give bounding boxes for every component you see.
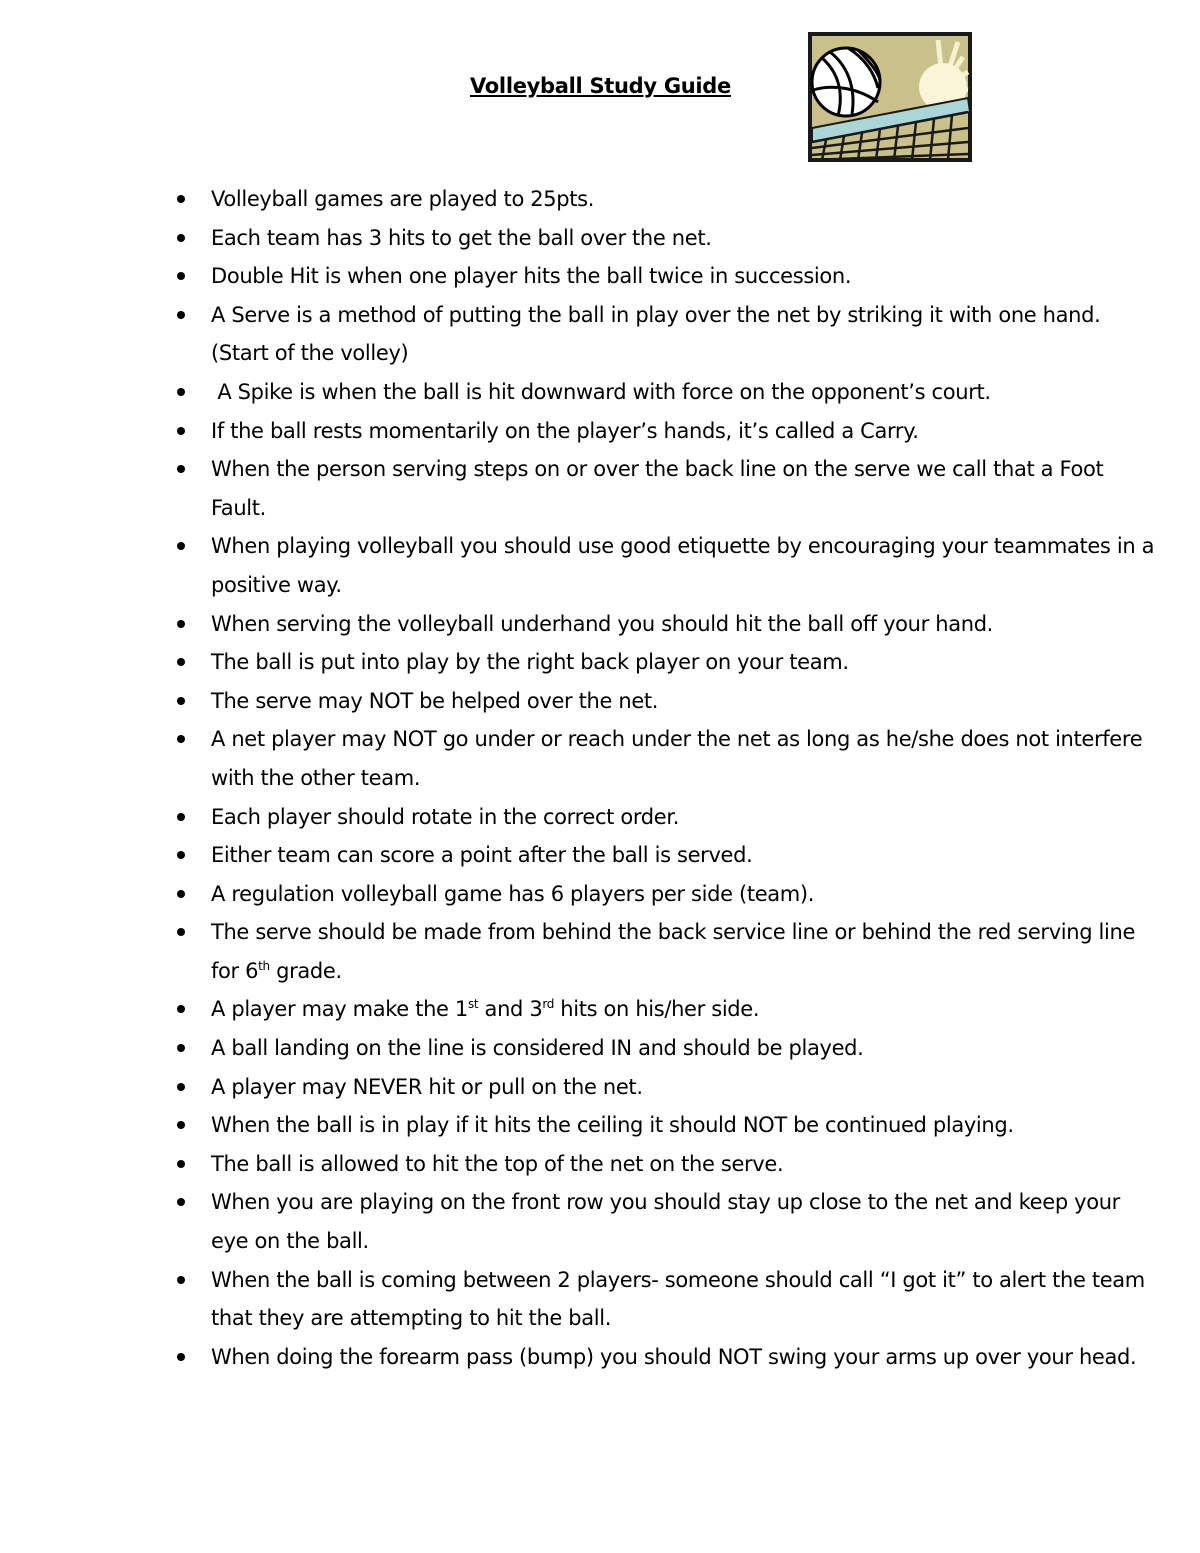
list-item-text: When doing the forearm pass (bump) you should NOT swing your arms up over your head. <box>211 1344 1137 1369</box>
bullet-icon <box>177 1160 185 1168</box>
list-item-text: The serve should be made from behind the back service line or behind the red serving line for 6 <box>211 920 1136 983</box>
bullet-icon <box>177 658 185 666</box>
bullet-icon <box>177 465 185 473</box>
list-item-text: A ball landing on the line is considered IN and should be played. <box>211 1036 864 1061</box>
list-item-text: The serve may NOT be helped over the net. <box>211 688 659 713</box>
list-item <box>175 1068 1155 1107</box>
list-item <box>175 875 1155 914</box>
list-item <box>175 1145 1155 1184</box>
list-item <box>175 1338 1155 1377</box>
bullet-icon <box>177 311 185 319</box>
list-item <box>175 373 1155 412</box>
list-item-text: Volleyball games are played to 25pts. <box>211 187 595 211</box>
page-title: Volleyball Study Guide <box>470 74 731 98</box>
list-item <box>175 412 1155 451</box>
bullet-icon <box>177 890 185 898</box>
list-item <box>175 643 1155 682</box>
list-item-text-tail: grade. <box>269 958 342 983</box>
list-item-text: The ball is put into play by the right back player on your team. <box>211 650 849 675</box>
list-item-text: A player may make the 1 <box>211 997 468 1022</box>
list-item-text: When serving the volleyball underhand you should hit the ball off your hand. <box>211 611 993 636</box>
list-item <box>175 1106 1155 1145</box>
bullet-icon <box>177 388 185 396</box>
bullet-icon <box>177 735 185 743</box>
list-item <box>175 605 1155 644</box>
superscript: rd <box>542 997 554 1012</box>
list-item-text: The ball is allowed to hit the top of the net on the serve. <box>211 1151 784 1176</box>
list-item <box>175 720 1155 797</box>
list-item-text: When the person serving steps on or over the back line on the serve we call that a Foot Fault. <box>211 457 1104 520</box>
list-item <box>175 219 1155 258</box>
list-item <box>175 450 1155 527</box>
list-item-text: If the ball rests momentarily on the player’s hands, it’s called a Carry. <box>211 418 919 443</box>
list-item <box>175 1261 1155 1338</box>
bullet-icon <box>177 620 185 628</box>
list-item <box>175 798 1155 837</box>
list-item-text: A Serve is a method of putting the ball in play over the net by striking it with one hand. (Start of the volley) <box>211 302 1101 366</box>
list-item-text: When the ball is in play if it hits the ceiling it should NOT be continued playing. <box>211 1113 1014 1138</box>
list-item-text: Each team has 3 hits to get the ball over the net. <box>211 225 712 250</box>
bullet-icon <box>177 272 185 280</box>
list-item-text-mid: and 3 <box>478 997 543 1022</box>
list-item <box>175 296 1155 373</box>
bullet-icon <box>177 813 185 821</box>
list-item-text: A net player may NOT go under or reach under the net as long as he/she does not interfere with the other team. <box>211 727 1143 790</box>
bullet-icon <box>177 542 185 550</box>
list-item <box>175 990 1155 1029</box>
list-item <box>175 682 1155 721</box>
bullet-icon <box>177 1083 185 1091</box>
bullet-icon <box>177 1044 185 1052</box>
superscript: th <box>258 958 270 973</box>
list-item <box>175 913 1155 990</box>
list-item <box>175 180 1155 219</box>
list-item <box>175 836 1155 875</box>
list-item-text-tail: hits on his/her side. <box>553 997 760 1022</box>
list-item-text: When you are playing on the front row you should stay up close to the net and keep your eye on the ball. <box>211 1190 1120 1254</box>
list-item-text: When playing volleyball you should use good etiquette by encouraging your teammates in a positive way. <box>211 534 1155 597</box>
volleyball-net-icon <box>808 32 972 162</box>
bullet-icon <box>177 1353 185 1361</box>
list-item-text: A regulation volleyball game has 6 players per side (team). <box>211 881 815 906</box>
bullet-icon <box>177 1005 185 1013</box>
bullet-icon <box>177 697 185 705</box>
bullet-icon <box>177 234 185 242</box>
list-item-text: Either team can score a point after the ball is served. <box>211 843 753 868</box>
list-item-text: A Spike is when the ball is hit downward with force on the opponent’s court. <box>211 379 991 404</box>
bullet-icon <box>177 1198 185 1206</box>
bullet-icon <box>177 851 185 859</box>
bullet-icon <box>177 1276 185 1284</box>
superscript: st <box>467 997 479 1012</box>
bullet-icon <box>177 195 185 203</box>
list-item-text: A player may NEVER hit or pull on the net. <box>211 1074 643 1099</box>
list-item <box>175 1029 1155 1068</box>
bullet-icon <box>177 427 185 435</box>
bullet-icon <box>177 1121 185 1129</box>
list-item <box>175 1183 1155 1260</box>
study-guide-list <box>175 180 1155 1376</box>
bullet-icon <box>177 928 185 936</box>
list-item <box>175 257 1155 296</box>
list-item-text: When the ball is coming between 2 players- someone should call “I got it” to alert the team that they are attempting to hit the ball. <box>211 1267 1145 1331</box>
list-item <box>175 527 1155 604</box>
list-item-text: Double Hit is when one player hits the ball twice in succession. <box>211 264 852 289</box>
list-item-text: Each player should rotate in the correct order. <box>211 804 680 829</box>
